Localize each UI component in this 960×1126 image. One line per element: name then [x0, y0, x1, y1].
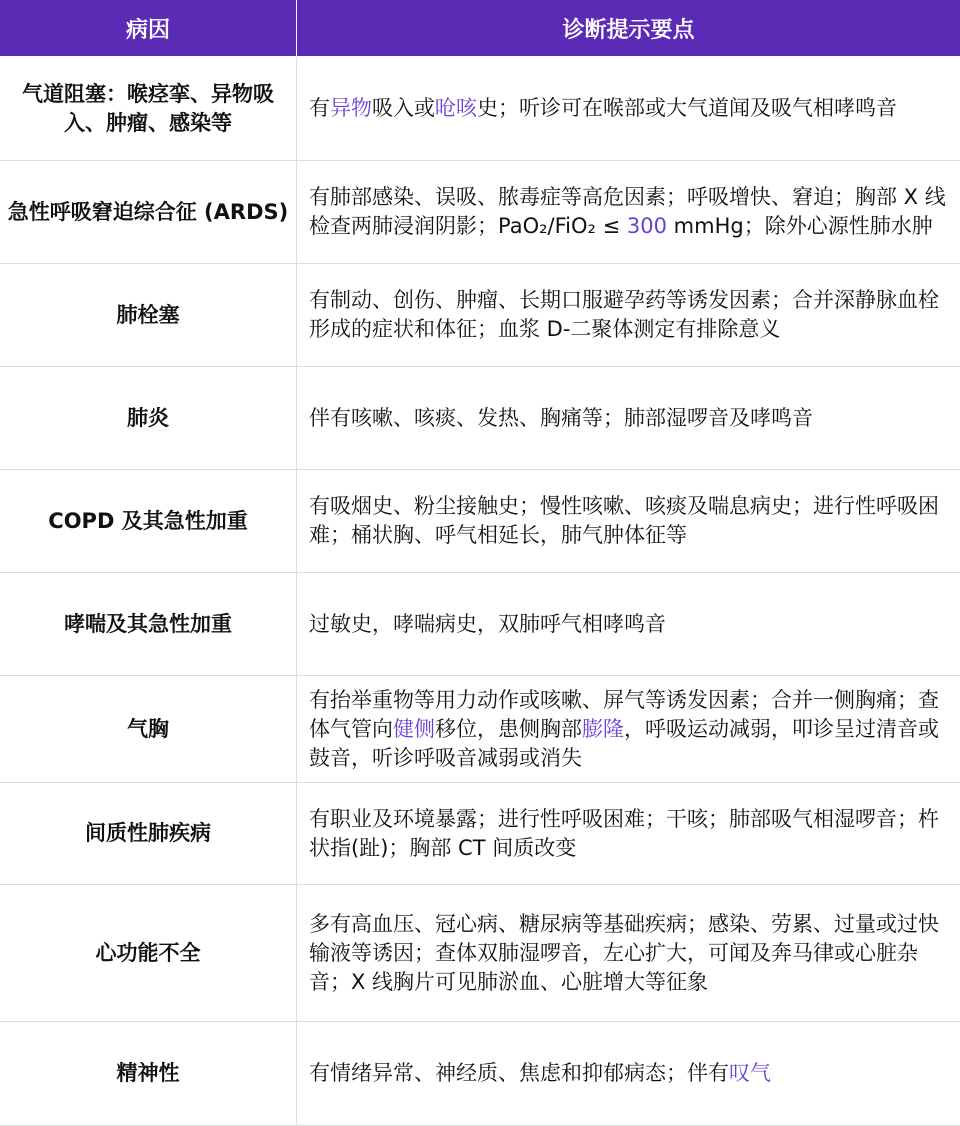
- text-segment: 史；听诊可在喉部或大气道闻及吸气相哮鸣音: [477, 96, 897, 120]
- text-segment: ，呼吸运动减弱，叩诊呈过清音或鼓音，听诊呼吸音减弱或消失: [309, 717, 939, 770]
- header-diagnosis-points: 诊断提示要点: [297, 0, 960, 57]
- cause-cell: 间质性肺疾病: [0, 783, 297, 885]
- text-segment: 有肺部感染、误吸、脓毒症等高危因素；呼吸增快、窘迫；胸部 X 线检查两肺浸润阴影；PaO₂/FiO₂ ≤: [309, 185, 946, 238]
- table-row: [0, 367, 960, 470]
- cause-cell: 肺栓塞: [0, 264, 297, 367]
- diagnosis-points-cell: [297, 885, 960, 1022]
- diagnosis-points-cell: [297, 573, 960, 676]
- table-row: [0, 783, 960, 885]
- highlighted-term: 健侧: [393, 717, 435, 741]
- table-row: [0, 1022, 960, 1126]
- header-cause: 病因: [0, 0, 297, 57]
- cause-cell: 气道阻塞：喉痉挛、异物吸入、肿瘤、感染等: [0, 57, 297, 161]
- diagnosis-points-cell: [297, 470, 960, 573]
- table-row: [0, 676, 960, 783]
- text-segment: 吸入或: [372, 96, 435, 120]
- text-segment: 伴有咳嗽、咳痰、发热、胸痛等；肺部湿啰音及哮鸣音: [309, 406, 813, 430]
- table-row: [0, 885, 960, 1022]
- table-body: [0, 57, 960, 1126]
- highlighted-term: 呛咳: [435, 96, 477, 120]
- text-segment: mmHg；除外心源性肺水肿: [667, 214, 933, 238]
- highlighted-term: 膨隆: [582, 717, 624, 741]
- cause-cell: COPD 及其急性加重: [0, 470, 297, 573]
- diagnosis-points-cell: [297, 367, 960, 470]
- cause-cell: 心功能不全: [0, 885, 297, 1022]
- text-segment: 有职业及环境暴露；进行性呼吸困难；干咳；肺部吸气相湿啰音；杵状指(趾)；胸部 CT 间质改变: [309, 807, 939, 860]
- highlighted-term: 300: [627, 214, 667, 238]
- table-row: [0, 573, 960, 676]
- table-row: [0, 470, 960, 573]
- cause-cell: 肺炎: [0, 367, 297, 470]
- diagnosis-points-cell: [297, 1022, 960, 1126]
- text-segment: 有抬举重物等用力动作或咳嗽、屏气等诱发因素；合并一侧胸痛；查体气管向: [309, 688, 939, 741]
- table-row: [0, 264, 960, 367]
- text-segment: 有吸烟史、粉尘接触史；慢性咳嗽、咳痰及喘息病史；进行性呼吸困难；桶状胸、呼气相延长，肺气肿体征等: [309, 494, 939, 547]
- table-row: [0, 57, 960, 161]
- text-segment: 有情绪异常、神经质、焦虑和抑郁病态；伴有: [309, 1061, 729, 1085]
- diagnosis-points-cell: [297, 161, 960, 264]
- diagnosis-points-cell: [297, 676, 960, 783]
- cause-cell: 急性呼吸窘迫综合征 (ARDS): [0, 161, 297, 264]
- text-segment: 移位，患侧胸部: [435, 717, 582, 741]
- text-segment: 有制动、创伤、肿瘤、长期口服避孕药等诱发因素；合并深静脉血栓形成的症状和体征；血浆 D-二聚体测定有排除意义: [309, 288, 939, 341]
- diagnosis-points-cell: [297, 57, 960, 161]
- highlighted-term: 叹气: [729, 1061, 771, 1085]
- cause-cell: 精神性: [0, 1022, 297, 1126]
- table-row: [0, 161, 960, 264]
- cause-cell: 哮喘及其急性加重: [0, 573, 297, 676]
- text-segment: 有: [309, 96, 330, 120]
- diagnosis-points-cell: [297, 264, 960, 367]
- text-segment: 多有高血压、冠心病、糖尿病等基础疾病；感染、劳累、过量或过快输液等诱因；查体双肺湿啰音，左心扩大，可闻及奔马律或心脏杂音；X 线胸片可见肺淤血、心脏增大等征象: [309, 912, 939, 994]
- text-segment: 过敏史，哮喘病史，双肺呼气相哮鸣音: [309, 612, 666, 636]
- diagnosis-points-cell: [297, 783, 960, 885]
- header-row: [0, 0, 960, 57]
- cause-cell: 气胸: [0, 676, 297, 783]
- highlighted-term: 异物: [330, 96, 372, 120]
